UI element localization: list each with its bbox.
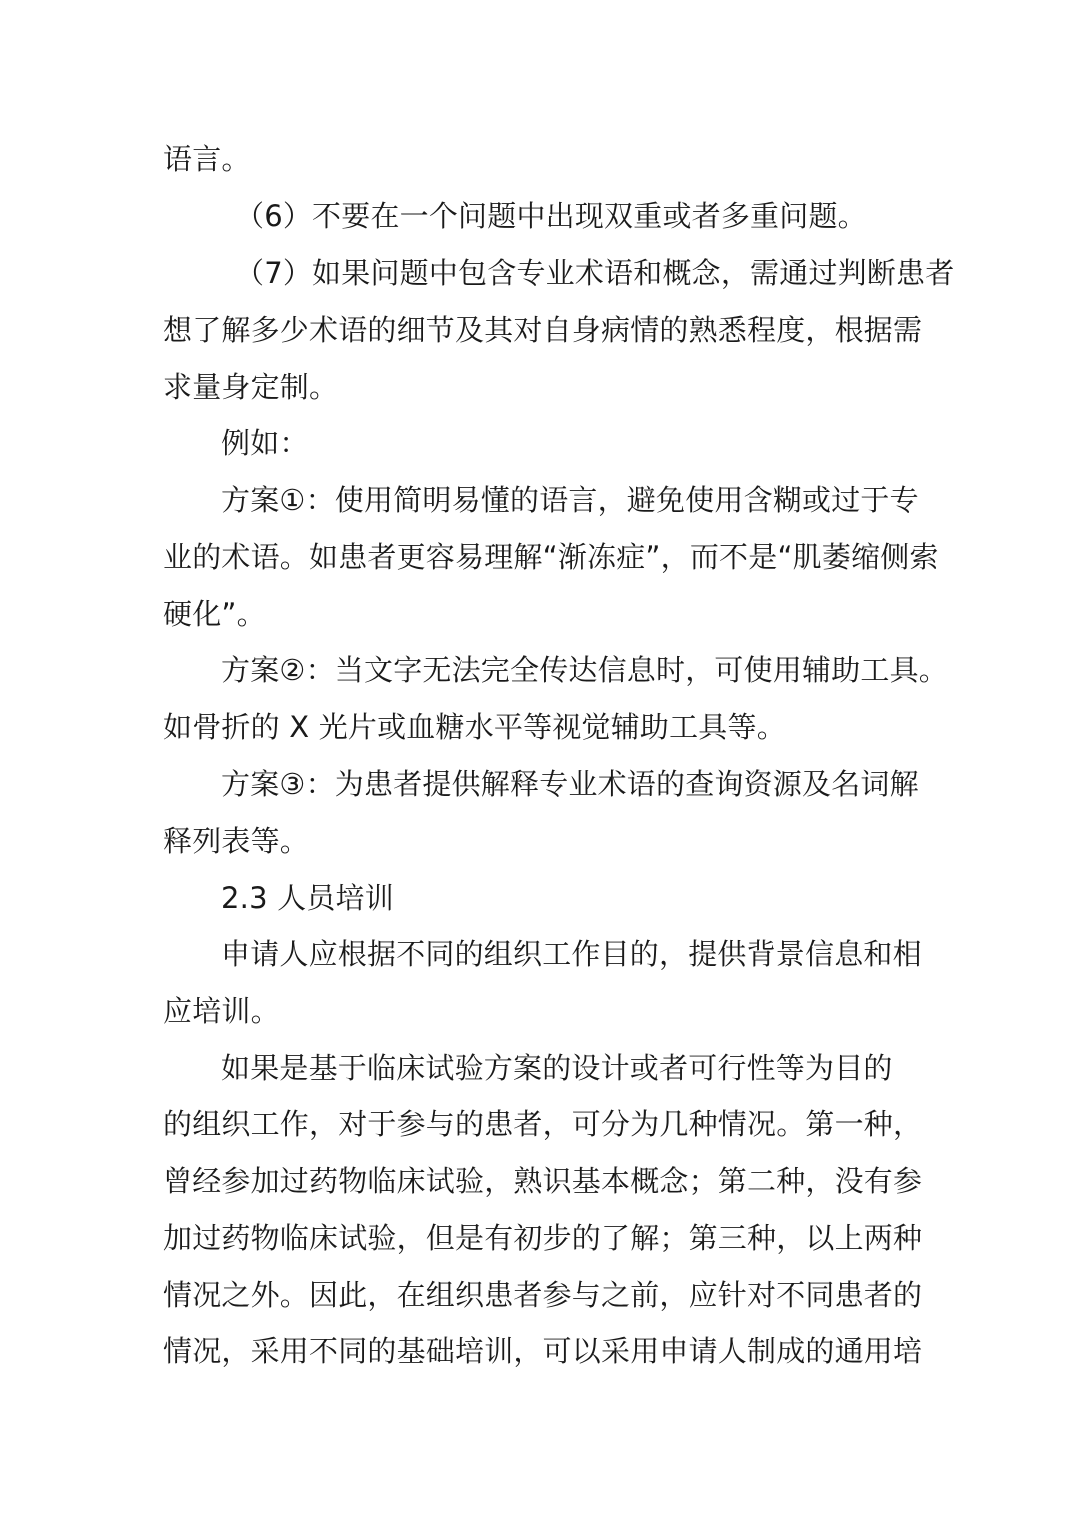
list-item-7: （7）如果问题中包含专业术语和概念，需通过判断患者 — [235, 256, 955, 290]
text-line: 加过药物临床试验，但是有初步的了解；第三种，以上两种 — [163, 1221, 923, 1255]
text-line: 的组织工作，对于参与的患者，可分为几种情况。第一种， — [163, 1107, 923, 1141]
list-item-6: （6）不要在一个问题中出现双重或者多重问题。 — [235, 199, 867, 233]
text-line: 释列表等。 — [163, 824, 310, 858]
text-line: 曾经参加过药物临床试验，熟识基本概念；第二种，没有参 — [163, 1164, 923, 1198]
text-line: 求量身定制。 — [163, 370, 339, 404]
paragraph-start: 申请人应根据不同的组织工作目的，提供背景信息和相 — [221, 937, 922, 971]
plan-3: 方案③：为患者提供解释专业术语的查询资源及名词解 — [221, 767, 919, 801]
text-line: 如骨折的 X 光片或血糖水平等视觉辅助工具等。 — [163, 710, 786, 744]
plan-1: 方案①：使用简明易懂的语言，避免使用含糊或过于专 — [221, 483, 919, 517]
paragraph-start: 如果是基于临床试验方案的设计或者可行性等为目的 — [221, 1051, 893, 1085]
text-line: 情况之外。因此，在组织患者参与之前，应针对不同患者的 — [163, 1278, 923, 1312]
text-line: 语言。 — [163, 142, 251, 176]
section-heading: 2.3 人员培训 — [221, 881, 394, 915]
text-line: 想了解多少术语的细节及其对自身病情的熟悉程度，根据需 — [163, 313, 923, 347]
text-line: 业的术语。如患者更容易理解“渐冻症”，而不是“肌萎缩侧索 — [163, 540, 939, 574]
text-line: 情况，采用不同的基础培训，可以采用申请人制成的通用培 — [163, 1334, 923, 1368]
text-line: 应培训。 — [163, 994, 280, 1028]
text-line: 硬化”。 — [163, 597, 266, 631]
example-heading: 例如： — [221, 426, 309, 460]
plan-2: 方案②：当文字无法完全传达信息时，可使用辅助工具。 — [221, 653, 948, 687]
